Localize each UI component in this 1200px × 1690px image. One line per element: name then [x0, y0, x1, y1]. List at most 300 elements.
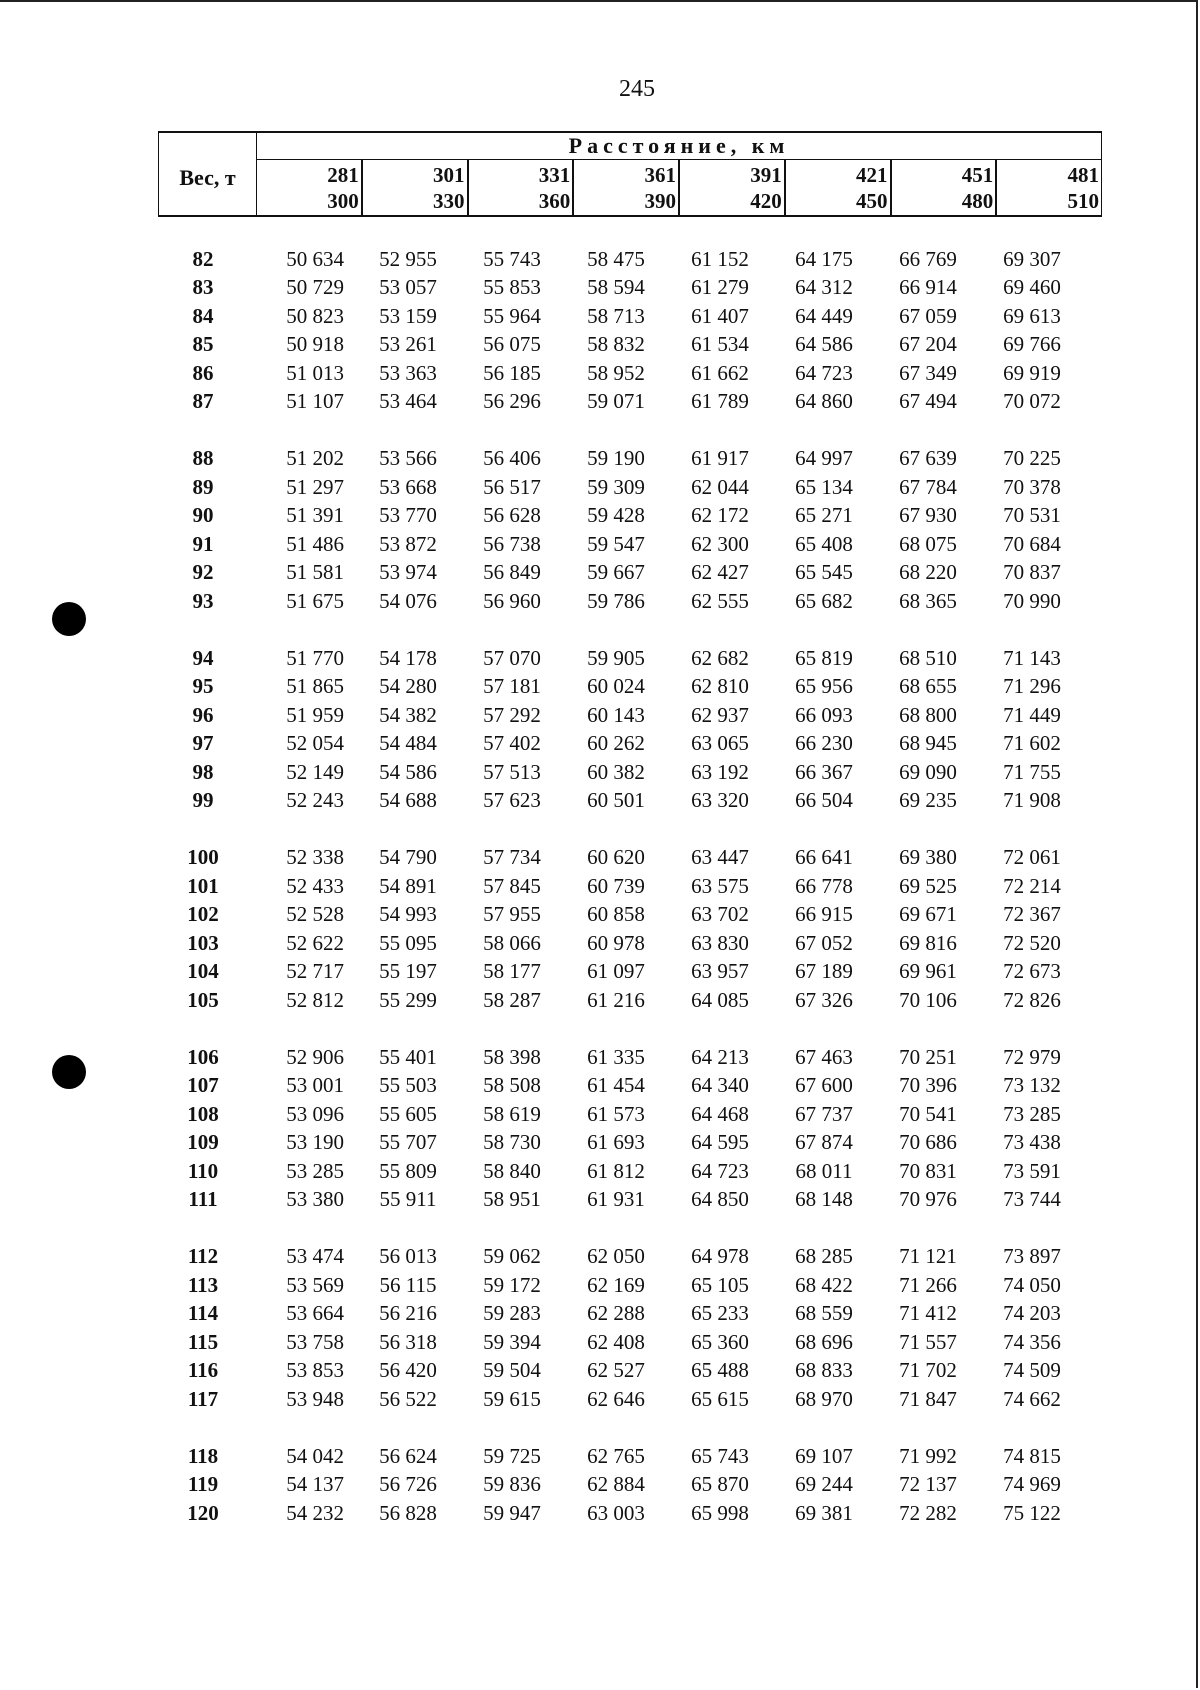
weight-cell: 92 [192, 560, 214, 585]
value-cell: 62 300 [691, 531, 749, 556]
value-cell: 61 534 [691, 332, 749, 357]
range-to: 300 [327, 189, 359, 213]
value-cell: 58 832 [587, 332, 645, 357]
value-cell: 55 197 [379, 959, 437, 984]
value-cell: 54 484 [379, 731, 437, 756]
value-cell: 61 789 [691, 389, 749, 414]
range-from: 331 [538, 163, 571, 187]
value-cell: 72 673 [1003, 959, 1061, 984]
distance-range-header [997, 160, 1101, 215]
value-cell: 56 185 [483, 360, 541, 385]
value-cell: 69 961 [899, 959, 957, 984]
value-cell: 71 143 [1003, 645, 1061, 670]
table-row [158, 1157, 1102, 1186]
table-row [158, 1100, 1102, 1129]
value-cell: 66 230 [795, 731, 853, 756]
range-from: 301 [433, 163, 465, 187]
value-cell: 55 809 [379, 1158, 437, 1183]
value-cell: 70 831 [899, 1158, 957, 1183]
value-cell: 54 280 [379, 674, 437, 699]
value-cell: 69 460 [1003, 275, 1061, 300]
value-cell: 71 908 [1003, 788, 1061, 813]
punch-hole [52, 1055, 86, 1089]
value-cell: 58 730 [483, 1130, 541, 1155]
value-cell: 70 990 [1003, 588, 1061, 613]
value-cell: 68 075 [899, 531, 957, 556]
value-cell: 51 675 [286, 588, 344, 613]
weight-cell: 105 [187, 987, 219, 1012]
value-cell: 51 581 [286, 560, 344, 585]
value-cell: 71 602 [1003, 731, 1061, 756]
value-cell: 67 494 [899, 389, 957, 414]
table-row [158, 274, 1102, 303]
value-cell: 53 770 [379, 503, 437, 528]
value-cell: 74 509 [1003, 1358, 1061, 1383]
table-row [158, 1385, 1102, 1414]
value-cell: 69 613 [1003, 303, 1061, 328]
value-cell: 62 408 [587, 1329, 645, 1354]
value-cell: 65 134 [795, 474, 853, 499]
value-cell: 69 919 [1003, 360, 1061, 385]
value-cell: 61 335 [587, 1044, 645, 1069]
value-cell: 62 527 [587, 1358, 645, 1383]
value-cell: 72 282 [899, 1500, 957, 1525]
weight-cell: 90 [192, 503, 214, 528]
value-cell: 59 504 [483, 1358, 541, 1383]
range-from: 481 [1067, 163, 1099, 187]
value-cell: 65 998 [691, 1500, 749, 1525]
weight-cell: 111 [188, 1187, 218, 1212]
table-row [158, 502, 1102, 531]
value-cell: 57 070 [483, 645, 541, 670]
value-cell: 56 420 [379, 1358, 437, 1383]
value-cell: 53 948 [286, 1386, 344, 1411]
value-cell: 56 624 [379, 1443, 437, 1468]
value-cell: 58 952 [587, 360, 645, 385]
value-cell: 73 744 [1003, 1187, 1061, 1212]
range-from: 421 [856, 163, 888, 187]
value-cell: 72 826 [1003, 987, 1061, 1012]
value-cell: 55 503 [379, 1073, 437, 1098]
value-cell: 67 059 [899, 303, 957, 328]
value-cell: 62 555 [691, 588, 749, 613]
value-cell: 59 615 [483, 1386, 541, 1411]
value-cell: 64 085 [691, 987, 749, 1012]
table-row [158, 673, 1102, 702]
value-cell: 51 486 [286, 531, 344, 556]
weight-cell: 94 [192, 645, 214, 670]
value-cell: 59 062 [483, 1244, 541, 1269]
value-cell: 63 320 [691, 788, 749, 813]
weight-cell: 120 [187, 1500, 219, 1525]
value-cell: 56 628 [483, 503, 541, 528]
value-cell: 57 513 [483, 759, 541, 784]
value-cell: 70 531 [1003, 503, 1061, 528]
value-cell: 58 398 [483, 1044, 541, 1069]
value-cell: 54 688 [379, 788, 437, 813]
value-cell: 64 468 [691, 1101, 749, 1126]
value-cell: 53 190 [286, 1130, 344, 1155]
value-cell: 50 823 [286, 303, 344, 328]
weight-cell: 110 [187, 1158, 219, 1183]
value-cell: 66 778 [795, 873, 853, 898]
value-cell: 56 828 [379, 1500, 437, 1525]
value-cell: 55 853 [483, 275, 541, 300]
distance-range-header [892, 160, 998, 215]
weight-cell: 115 [187, 1329, 219, 1354]
value-cell: 51 107 [286, 389, 344, 414]
value-cell: 51 202 [286, 446, 344, 471]
table-row [158, 1328, 1102, 1357]
table-row [158, 331, 1102, 360]
value-cell: 68 148 [795, 1187, 853, 1212]
value-cell: 59 547 [587, 531, 645, 556]
value-cell: 57 845 [483, 873, 541, 898]
value-cell: 58 066 [483, 930, 541, 955]
value-cell: 62 044 [691, 474, 749, 499]
value-cell: 70 378 [1003, 474, 1061, 499]
value-cell: 61 693 [587, 1130, 645, 1155]
table-row [158, 787, 1102, 816]
range-to: 420 [750, 189, 782, 213]
value-cell: 57 181 [483, 674, 541, 699]
weight-cell: 91 [192, 531, 214, 556]
table-row [158, 587, 1102, 616]
value-cell: 71 992 [899, 1443, 957, 1468]
value-cell: 63 957 [691, 959, 749, 984]
value-cell: 71 121 [899, 1244, 957, 1269]
weight-cell: 84 [192, 303, 214, 328]
value-cell: 61 812 [587, 1158, 645, 1183]
value-cell: 65 105 [691, 1272, 749, 1297]
value-cell: 72 367 [1003, 902, 1061, 927]
value-cell: 58 287 [483, 987, 541, 1012]
value-cell: 56 738 [483, 531, 541, 556]
value-cell: 52 812 [286, 987, 344, 1012]
value-cell: 62 288 [587, 1301, 645, 1326]
value-cell: 68 559 [795, 1301, 853, 1326]
value-cell: 69 816 [899, 930, 957, 955]
value-cell: 70 976 [899, 1187, 957, 1212]
value-cell: 56 075 [483, 332, 541, 357]
value-cell: 70 251 [899, 1044, 957, 1069]
value-cell: 70 106 [899, 987, 957, 1012]
value-cell: 55 605 [379, 1101, 437, 1126]
range-from: 391 [750, 163, 782, 187]
value-cell: 54 178 [379, 645, 437, 670]
value-cell: 61 917 [691, 446, 749, 471]
table-row [158, 445, 1102, 474]
value-cell: 55 743 [483, 246, 541, 271]
value-cell: 72 214 [1003, 873, 1061, 898]
value-cell: 63 003 [587, 1500, 645, 1525]
value-cell: 55 299 [379, 987, 437, 1012]
table-header [158, 131, 1102, 217]
value-cell: 52 528 [286, 902, 344, 927]
table-row [158, 958, 1102, 987]
value-cell: 68 365 [899, 588, 957, 613]
value-cell: 64 595 [691, 1130, 749, 1155]
row-group [158, 245, 1102, 416]
value-cell: 67 204 [899, 332, 957, 357]
range-to: 480 [961, 189, 994, 213]
value-cell: 54 790 [379, 845, 437, 870]
value-cell: 62 427 [691, 560, 749, 585]
weight-cell: 107 [187, 1073, 219, 1098]
value-cell: 53 974 [379, 560, 437, 585]
value-cell: 52 433 [286, 873, 344, 898]
range-from: 281 [327, 163, 359, 187]
value-cell: 54 232 [286, 1500, 344, 1525]
value-cell: 59 172 [483, 1272, 541, 1297]
row-group [158, 1243, 1102, 1414]
table-row [158, 701, 1102, 730]
value-cell: 70 225 [1003, 446, 1061, 471]
value-cell: 73 285 [1003, 1101, 1061, 1126]
value-cell: 66 093 [795, 702, 853, 727]
weight-cell: 117 [187, 1386, 219, 1411]
value-cell: 53 668 [379, 474, 437, 499]
value-cell: 56 318 [379, 1329, 437, 1354]
value-cell: 62 937 [691, 702, 749, 727]
value-cell: 65 819 [795, 645, 853, 670]
page-number: 245 [619, 76, 655, 102]
value-cell: 55 401 [379, 1044, 437, 1069]
distance-range-header [786, 160, 892, 215]
value-cell: 64 175 [795, 246, 853, 271]
value-cell: 69 380 [899, 845, 957, 870]
value-cell: 55 964 [483, 303, 541, 328]
weight-cell: 102 [187, 902, 219, 927]
value-cell: 70 396 [899, 1073, 957, 1098]
weight-cell: 89 [192, 474, 214, 499]
value-cell: 56 406 [483, 446, 541, 471]
value-cell: 66 504 [795, 788, 853, 813]
value-cell: 53 664 [286, 1301, 344, 1326]
value-cell: 53 001 [286, 1073, 344, 1098]
value-cell: 60 024 [587, 674, 645, 699]
value-cell: 65 545 [795, 560, 853, 585]
value-cell: 61 931 [587, 1187, 645, 1212]
value-cell: 62 646 [587, 1386, 645, 1411]
weight-cell: 87 [192, 389, 214, 414]
table-row [158, 1357, 1102, 1386]
value-cell: 67 189 [795, 959, 853, 984]
weight-cell: 108 [187, 1101, 219, 1126]
value-cell: 53 464 [379, 389, 437, 414]
value-cell: 59 947 [483, 1500, 541, 1525]
weight-cell: 116 [187, 1358, 219, 1383]
value-cell: 69 235 [899, 788, 957, 813]
value-cell: 56 296 [483, 389, 541, 414]
row-group [158, 1442, 1102, 1528]
value-cell: 53 853 [286, 1358, 344, 1383]
value-cell: 68 220 [899, 560, 957, 585]
value-cell: 69 107 [795, 1443, 853, 1468]
value-cell: 66 641 [795, 845, 853, 870]
value-cell: 65 682 [795, 588, 853, 613]
value-cell: 56 216 [379, 1301, 437, 1326]
value-cell: 50 729 [286, 275, 344, 300]
value-cell: 52 955 [379, 246, 437, 271]
value-cell: 55 707 [379, 1130, 437, 1155]
value-cell: 57 955 [483, 902, 541, 927]
table-row [158, 1271, 1102, 1300]
weight-cell: 98 [192, 759, 214, 784]
value-cell: 66 769 [899, 246, 957, 271]
value-cell: 66 915 [795, 902, 853, 927]
value-cell: 73 438 [1003, 1130, 1061, 1155]
weight-cell: 109 [187, 1130, 219, 1155]
value-cell: 70 837 [1003, 560, 1061, 585]
value-cell: 59 786 [587, 588, 645, 613]
value-cell: 59 836 [483, 1472, 541, 1497]
weight-cell: 97 [192, 731, 214, 756]
weight-cell: 88 [192, 446, 214, 471]
value-cell: 52 149 [286, 759, 344, 784]
value-cell: 55 095 [379, 930, 437, 955]
weight-cell: 118 [187, 1443, 219, 1468]
value-cell: 68 970 [795, 1386, 853, 1411]
table-row [158, 758, 1102, 787]
value-cell: 63 447 [691, 845, 749, 870]
value-cell: 73 591 [1003, 1158, 1061, 1183]
value-cell: 54 891 [379, 873, 437, 898]
value-cell: 60 620 [587, 845, 645, 870]
value-cell: 74 203 [1003, 1301, 1061, 1326]
value-cell: 61 454 [587, 1073, 645, 1098]
value-cell: 59 190 [587, 446, 645, 471]
value-cell: 66 914 [899, 275, 957, 300]
range-to: 360 [538, 189, 571, 213]
value-cell: 59 725 [483, 1443, 541, 1468]
table-row [158, 245, 1102, 274]
value-cell: 54 042 [286, 1443, 344, 1468]
table-row [158, 302, 1102, 331]
value-cell: 62 172 [691, 503, 749, 528]
weight-cell: 113 [187, 1272, 219, 1297]
value-cell: 65 360 [691, 1329, 749, 1354]
table-row [158, 1043, 1102, 1072]
distance-range-header [469, 160, 575, 215]
value-cell: 60 262 [587, 731, 645, 756]
value-cell: 51 391 [286, 503, 344, 528]
table-row [158, 730, 1102, 759]
value-cell: 51 013 [286, 360, 344, 385]
weight-cell: 86 [192, 360, 214, 385]
table-row [158, 473, 1102, 502]
value-cell: 73 132 [1003, 1073, 1061, 1098]
value-cell: 63 575 [691, 873, 749, 898]
value-cell: 63 830 [691, 930, 749, 955]
value-cell: 61 216 [587, 987, 645, 1012]
value-cell: 62 765 [587, 1443, 645, 1468]
value-cell: 60 143 [587, 702, 645, 727]
weight-cell: 83 [192, 275, 214, 300]
value-cell: 63 702 [691, 902, 749, 927]
value-cell: 62 884 [587, 1472, 645, 1497]
distance-range-header [257, 160, 363, 215]
range-from: 361 [644, 163, 676, 187]
weight-cell: 114 [187, 1301, 219, 1326]
value-cell: 58 840 [483, 1158, 541, 1183]
value-cell: 68 800 [899, 702, 957, 727]
value-cell: 68 510 [899, 645, 957, 670]
distance-range-header [363, 160, 469, 215]
value-cell: 67 874 [795, 1130, 853, 1155]
weight-cell: 99 [192, 788, 214, 813]
value-cell: 67 784 [899, 474, 957, 499]
table-row [158, 1300, 1102, 1329]
value-cell: 69 766 [1003, 332, 1061, 357]
value-cell: 54 137 [286, 1472, 344, 1497]
value-cell: 70 541 [899, 1101, 957, 1126]
table-row [158, 1499, 1102, 1528]
value-cell: 53 057 [379, 275, 437, 300]
value-cell: 60 739 [587, 873, 645, 898]
value-cell: 50 918 [286, 332, 344, 357]
table-row [158, 359, 1102, 388]
table-row [158, 1072, 1102, 1101]
value-cell: 68 422 [795, 1272, 853, 1297]
value-cell: 64 586 [795, 332, 853, 357]
weight-cell: 101 [187, 873, 219, 898]
value-cell: 57 734 [483, 845, 541, 870]
value-cell: 72 979 [1003, 1044, 1061, 1069]
range-to: 330 [433, 189, 465, 213]
value-cell: 61 152 [691, 246, 749, 271]
value-cell: 63 192 [691, 759, 749, 784]
weight-cell: 100 [187, 845, 219, 870]
tariff-table [158, 245, 1102, 1556]
weight-cell: 95 [192, 674, 214, 699]
value-cell: 71 296 [1003, 674, 1061, 699]
value-cell: 54 076 [379, 588, 437, 613]
value-cell: 53 380 [286, 1187, 344, 1212]
value-cell: 56 517 [483, 474, 541, 499]
value-cell: 70 686 [899, 1130, 957, 1155]
value-cell: 52 338 [286, 845, 344, 870]
table-row [158, 1442, 1102, 1471]
value-cell: 72 520 [1003, 930, 1061, 955]
table-row [158, 1129, 1102, 1158]
range-to: 510 [1067, 189, 1099, 213]
row-group [158, 644, 1102, 815]
value-cell: 57 292 [483, 702, 541, 727]
value-cell: 68 833 [795, 1358, 853, 1383]
value-cell: 51 865 [286, 674, 344, 699]
value-cell: 56 115 [379, 1272, 437, 1297]
value-cell: 53 566 [379, 446, 437, 471]
value-cell: 71 412 [899, 1301, 957, 1326]
value-cell: 59 394 [483, 1329, 541, 1354]
value-cell: 67 349 [899, 360, 957, 385]
value-cell: 68 696 [795, 1329, 853, 1354]
row-group [158, 1043, 1102, 1214]
value-cell: 71 702 [899, 1358, 957, 1383]
value-cell: 69 671 [899, 902, 957, 927]
value-cell: 66 367 [795, 759, 853, 784]
table-row [158, 1186, 1102, 1215]
value-cell: 67 463 [795, 1044, 853, 1069]
weight-cell: 104 [187, 959, 219, 984]
value-cell: 56 849 [483, 560, 541, 585]
value-cell: 64 997 [795, 446, 853, 471]
weight-cell: 82 [192, 246, 214, 271]
table-row [158, 388, 1102, 417]
value-cell: 67 052 [795, 930, 853, 955]
value-cell: 74 815 [1003, 1443, 1061, 1468]
